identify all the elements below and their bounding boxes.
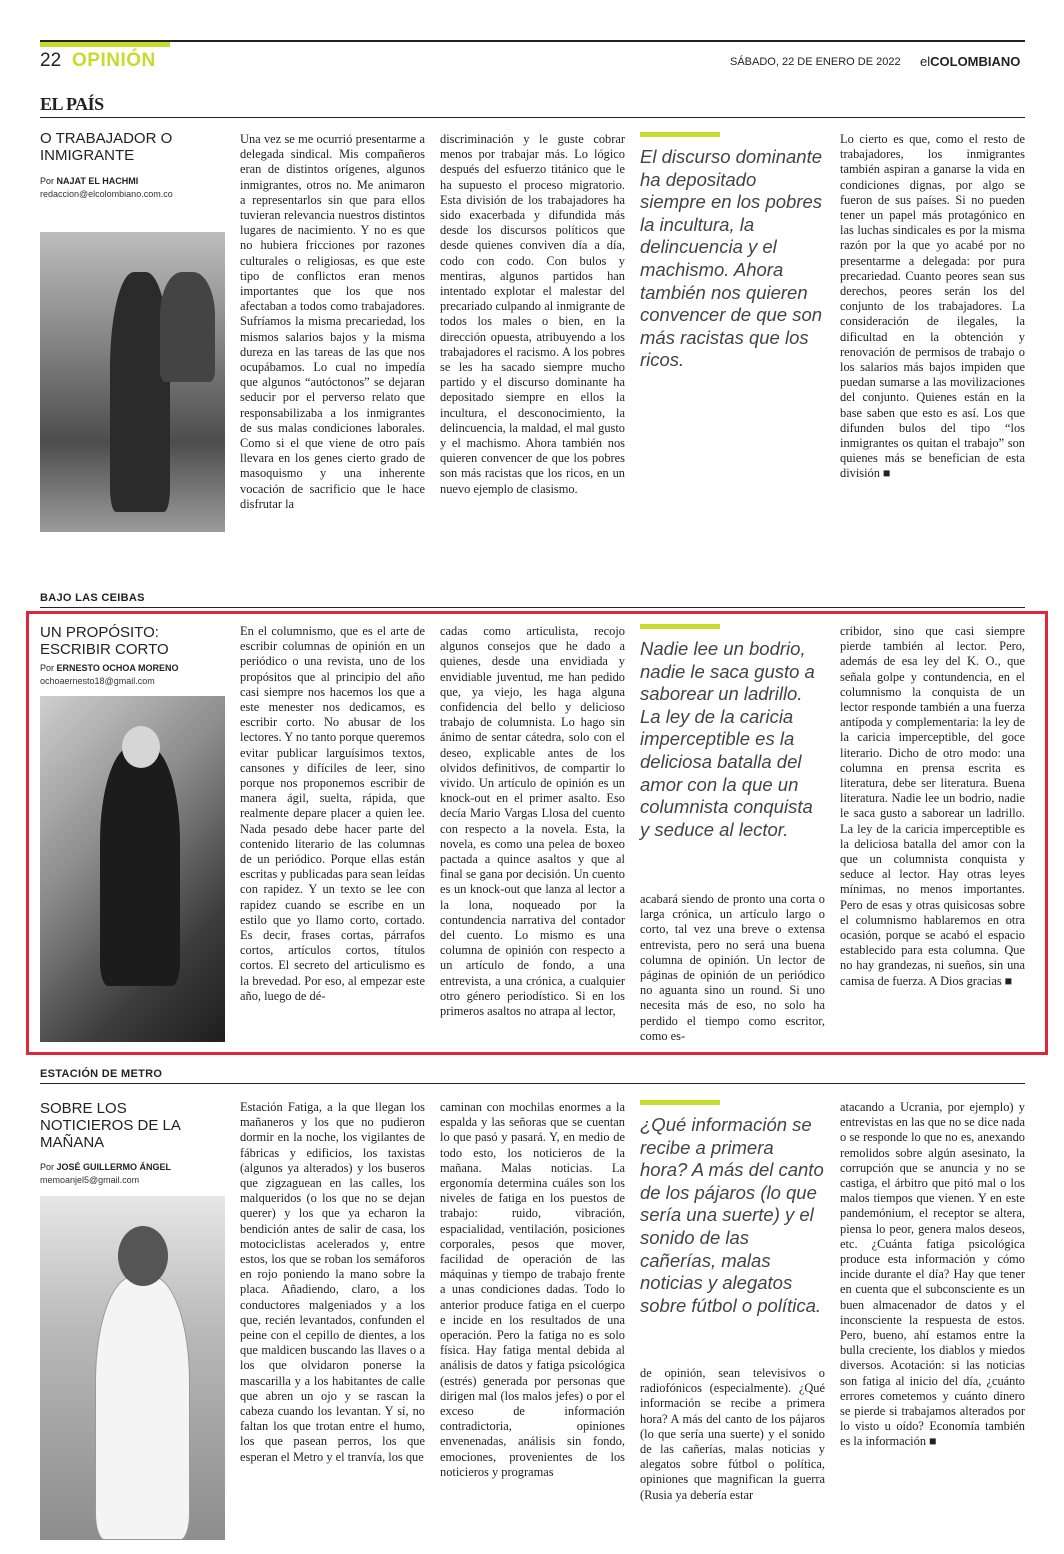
- pull-quote: Nadie lee un bodrio, nadie le saca gusto a saborear un ladrillo. La ley de la caricia imperceptible es la deliciosa batalla del amor con la que un columnista conquista y seduce al lector.: [640, 638, 815, 840]
- pull-quote: ¿Qué información se recibe a primera hora? A más del canto de los pájaros (lo que sería una suerte) y el sonido de las cañerías, malas noticias y alegatos sobre fútbol o política.: [640, 1114, 824, 1316]
- byline: Por ERNESTO OCHOA MORENO: [40, 663, 179, 673]
- article-title: O TRABAJADOR O INMIGRANTE: [40, 130, 173, 164]
- column-section-label: BAJO LAS CEIBAS: [40, 592, 1025, 608]
- author-email: ochoaernesto18@gmail.com: [40, 676, 155, 686]
- column-section-label: ESTACIÓN DE METRO: [40, 1068, 1025, 1084]
- statue-photo: [40, 232, 225, 532]
- article-title: UN PROPÓSITO: ESCRIBIR CORTO: [40, 624, 169, 658]
- byline: Por NAJAT EL HACHMI: [40, 176, 139, 186]
- page-number: 22: [40, 50, 62, 71]
- article-text-column: atacando a Ucrania, por ejemplo) y entrevistas en las que no se dice nada o se responde lo que no es, anexando remolidos sobre algún asesinato, la corrupción que se anuncia y no se castiga, el árbitro que pitó mal o los malos tiempos que vienen. Y en este pandemónium, el receptor se altera, piensa lo peor, genera malos deseos, etc. ¿Cuánta fatiga psicológica produce esta información y cómo incide durante el día? Hay que tener en cuenta que el subconsciente es un buen almacenador de datos y el inconsciente la respuesta de estos. Pero, bueno, ahí estamos entre la bulla creciente, los diablos y miedos diversos. Acotación: si las noticias son fatiga al inicio del día, ¿cuánto errores cometemos y cuánto dinero se pierde si trabajamos alterados por lo visto u oído? Economía también es la información ■: [840, 1100, 1025, 1449]
- article-text-column: Lo cierto es que, como el resto de trabajadores, los inmigrantes también aspiran a ganarse la vida en condiciones dignas, por algo se fueron de sus países. Si no pueden tener un papel más protagónico en las luchas sindicales es por la misma razón por la que yo acabé por no presentarme a delegada: por pura precariedad. Cuanto peores sean sus derechos, peores serán los del conjunto de los trabajadores. La consideración de ilegales, la dificultad en la obtención y renovación de permisos de trabajo o los salarios más bajos impiden que puedan sumarse a las movilizaciones del conjunto. Quienes están en la base saben que esto es así. Los que difunden bulos del tipo “los inmigrantes os quitan el trabajo” son quienes más se benefician de esta división ■: [840, 132, 1025, 481]
- byline: Por JOSÉ GUILLERMO ÁNGEL: [40, 1162, 172, 1172]
- quote-accent-bar: [640, 1100, 720, 1105]
- article-text-column: discriminación y le guste cobrar menos por trabajar más. Lo lógico después del esfuerzo titánico que le ha supuesto el proceso migratorio. Esta división de los trabajadores ha sido exacerbada y difundida más desde los discursos políticos que desde quienes conviven día a día, codo con codo. Con bulos y mentiras, algunos partidos han intentado explotar el malestar del precariado culpando al inmigrante de todos los males o bien, en la dirección opuesta, atribuyendo a los trabajadores el racismo. A los pobres se les ha sacado siempre mucho partido y el discurso dominante ha depositado siempre en ellos la incultura, el desconocimiento, la delincuencia, la maldad, el mal gusto y el machismo. Ahora también nos quieren convencer de que los pobres son más racistas que los ricos, en un nuevo ejemplo de clasismo.: [440, 132, 625, 496]
- article-text-column: de opinión, sean televisivos o radiofónicos (especialmente). ¿Qué información se recibe a primera hora? A más del canto de los pájaros (lo que sería una suerte) y el sonido de las cañerías, malas noticias y alegatos sobre fútbol o política, opiniones que magnifican la guerra (Rusia ya debería estar: [640, 1366, 825, 1502]
- article-text-column: cribidor, sino que casi siempre pierde también al lector. Pero, además de esa ley del K. O., que señala golpe y contundencia, en el columnismo la conquista de un lector responde también a una fuerza antípoda y complementaria: la ley de la caricia imperceptible, del goce literario. Dicho de otro modo: una columna en prensa escrita es literatura, debe ser literatura. Buena literatura. Nadie lee un bodrio, nadie le saca gusto a saborear un ladrillo. La ley de la caricia imperceptible es la deliciosa batalla del amor con la que un columnista conquista y seduce al lector. Hay otras leyes mínimas, no menos importantes. Pero de esas y otras quisicosas sobre el columnismo hablaremos en otra ocasión, porque se acabó el espacio establecido para esta columna. Que no hay grandezas, ni sueños, sin una camisa de fuerza. A Dios gracias ■: [840, 624, 1025, 988]
- article-text-column: En el columnismo, que es el arte de escribir columnas de opinión en un periódico o una revista, uno de los propósitos que al principio del año casi siempre nos hacemos los que a este menester nos dedicamos, es escribir corto. No abusar de los lectores. Y no tanto porque queremos evitar publicar larguísimos textos, cansones y difíciles de leer, sino porque nos proponemos escribir de manera ágil, suelta, rápida, que realmente depare placer a quien lee. Nada pesado debe hacer parte del contenido literario de las columnas de un periódico. Porque ellas están escritas y publicadas para sean leídas con rapidez. Y un texto se lee con rapidez cuando se escribe en un estilo que yo llamo corto, cortado. Es decir, frases cortas, párrafos cortos, artículos cortos, títulos cortos. El secreto del articulismo es la brevedad. Por eso, al empezar este año, luego de dé-: [240, 624, 425, 1003]
- section-title: OPINIÓN: [72, 50, 156, 71]
- article-text-column: cadas como articulista, recojo algunos consejos que he dado a quienes, desde una envidiada y envidiable juventud, me han pedido que, ya viejo, les haga alguna confidencia del bello y delicioso trabajo de columnista. Lo hago sin ánimo de sentar cátedra, solo con el deseo, explicable antes de los olvidos definitivos, de compartir lo vivido. Un artículo de opinión es un knock-out en el primer asalto. Eso decía Mario Vargas Llosa del cuento con respecto a la novela. Esta, la novela, es como una pelea de boxeo pactada a quince asaltos y que al final se gana por decisión. Un cuento es un knock-out que lanza al lector a la lona, noqueado por la contundencia narrativa del contador del cuento. Lo mismo es una columna de opinión con respecto a un artículo de fondo, a una entrevista, a una crónica, a cualquier otro género periodístico. Si en los primeros asaltos no atrapa al lector,: [440, 624, 625, 1019]
- issue-date: SÁBADO, 22 DE ENERO DE 2022: [730, 56, 901, 68]
- article-text-column: caminan con mochilas enormes a la espalda y las señoras que se cuentan lo que pasó y pasará. Y, en medio de todo esto, los noticieros de la mañana. Malas noticias. La ergonomía determina cuáles son los niveles de fatiga en los puestos de trabajo: ruido, vibración, espacialidad, ventilación, posiciones corporales, pesos que mover, facilidad de operación de las máquinas y tiempo de trabajo frente a unas condiciones dadas. Todo lo anterior produce fatiga en el cuerpo e incide en los resultados de una operación. Pero la fatiga no es solo física. Hay fatiga mental debida al análisis de datos y fatiga psicológica (estrés) generada por personas que dirigen mal (los malos jefes) o por el exceso de información contradictoria, opiniones envenenadas, análisis sin fondo, emociones, provenientes de los noticieros y programas: [440, 1100, 625, 1479]
- person-figure: [100, 746, 180, 986]
- source-logo: EL PAÍS: [40, 94, 1025, 118]
- top-rule: [40, 40, 1025, 42]
- article-text-column: acabará siendo de pronto una corta o larga crónica, un artículo largo o corto, tal vez una breve o extensa entrevista, pero no será una buena columna de opinión. Un lector de páginas de opinión de un periódico no aguanta sino un round. Si uno necesita más de eso, no solo ha perdido el tiempo como escritor, como es-: [640, 892, 825, 1043]
- article-text-column: Una vez se me ocurrió presentarme a delegada sindical. Mis compañeros eran de distintos orígenes, algunos inmigrantes, otros no. Me animaron a representarlos sin que para ellos tuvieran relevancia nuestros distintos lugares de nacimiento. Y no es que no hubiera fricciones por razones culturales o religiosas, es que este tipo de conflictos eran menos importantes que los que nos afectaban a todos como trabajadores. Sufríamos la misma precariedad, los mismos salarios bajos y la misma dureza en las tareas de las que nos ocupábamos. Lo cual no impedía que algunos “autóctonos” se dejaran seducir por el perverso relato que responsabilizaba a los inmigrantes de sus malas condiciones laborales. Como si el que viene de otro país llevara en los genes cierto grado de masoquismo y una inherente vocación de sacrificio que le hace disfrutar la: [240, 132, 425, 511]
- doorway: [160, 272, 215, 382]
- section-accent-bar: [40, 42, 170, 47]
- person-figure: [95, 1276, 190, 1540]
- author-photo: [40, 696, 225, 1042]
- pull-quote: El discurso dominante ha depositado siempre en los pobres la incultura, la delincuencia y el machismo. Ahora también nos quieren convencer de que son más racistas que los ricos.: [640, 146, 823, 371]
- person-face: [122, 726, 160, 768]
- author-email: redaccion@elcolombiano.com.co: [40, 189, 173, 199]
- quote-accent-bar: [640, 132, 720, 137]
- newspaper-logo: elCOLOMBIANO: [920, 54, 1021, 69]
- author-photo: [40, 1196, 225, 1540]
- article-text-column: Estación Fatiga, a la que llegan los mañaneros y los que no pudieron dormir en la noche, los vigilantes de fábricas y edificios, los taxistas (algunos ya alterados) y los buseros que zigzaguean en las calles, los malqueridos (o los que no se dejan querer) y los que ya echaron la bendición antes de salir de casa, los motociclistas acelerados y, entre estos, los que se roban los semáforos en rojo poniendo la mano sobre la placa. Añadiendo, claro, a los conductores malgeniados y a los que, recién levantados, confunden el peine con el cepillo de dientes, a los que maldicen buscando las llaves o a los que olvidaron ponerse la mascarilla y a los habitantes de calle que abren un ojo y se rascan la cabeza cuando los levantan. Y sí, no faltan los que trotan entre el humo, los que pasean perros, los que esperan el Metro y el tranvía, los que: [240, 1100, 425, 1464]
- author-email: memoanjel5@gmail.com: [40, 1175, 140, 1185]
- article-title: SOBRE LOS NOTICIEROS DE LA MAÑANA: [40, 1100, 181, 1151]
- person-face: [118, 1226, 168, 1286]
- quote-accent-bar: [640, 624, 720, 629]
